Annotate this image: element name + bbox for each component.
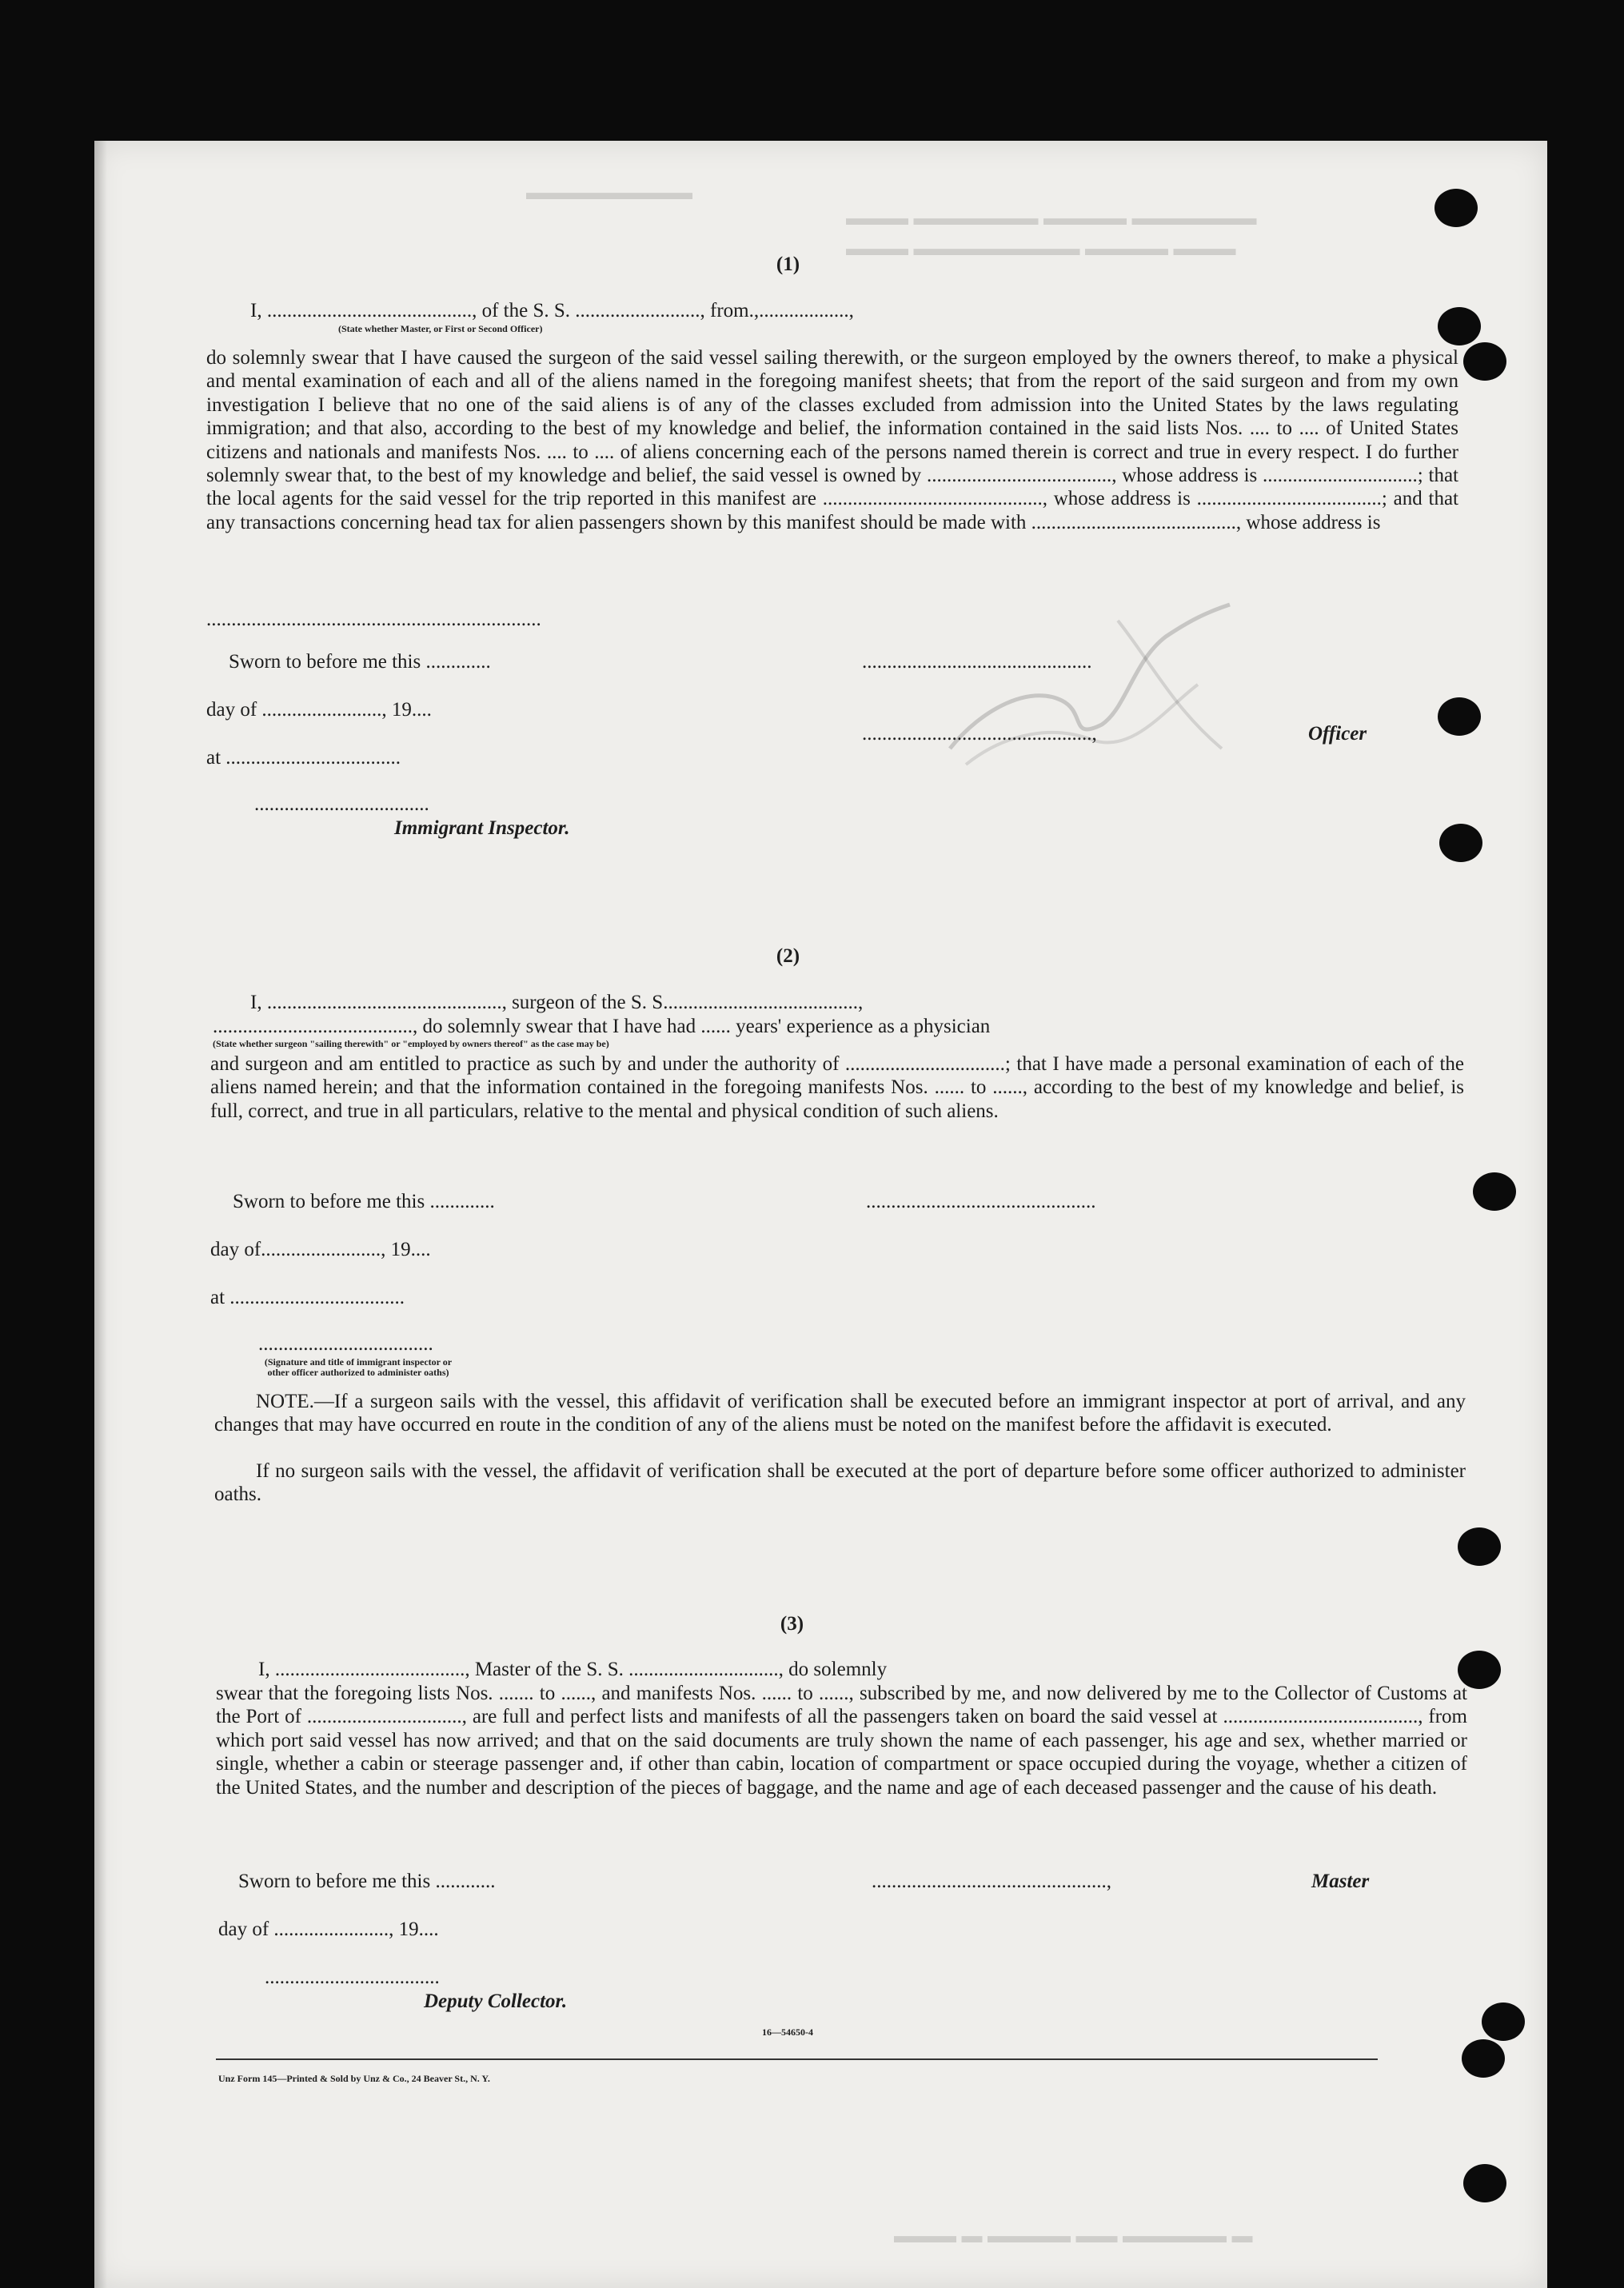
section-2-signature-note-1: (Signature and title of immigrant inspector or xyxy=(264,1356,453,1368)
section-1-signature-line: .............................................. xyxy=(862,651,1092,673)
punch-hole xyxy=(1482,2002,1525,2041)
punch-hole xyxy=(1463,342,1506,381)
section-3-day: day of ......................., 19.... xyxy=(218,1919,439,1940)
section-2-at: at ................................... xyxy=(210,1287,405,1308)
section-1-inspector-line: ................................... xyxy=(254,793,429,815)
section-3-number: (3) xyxy=(780,1613,804,1635)
bleed-through-mark: ▬▬▬ ▬▬▬▬▬▬ ▬▬▬▬ ▬▬▬▬▬▬ xyxy=(846,206,1257,230)
section-3-collector-label: Deputy Collector. xyxy=(424,1991,568,2012)
section-3-master-label: Master xyxy=(1311,1871,1370,1892)
punch-hole xyxy=(1458,1527,1501,1566)
section-2-sworn: Sworn to before me this ............. xyxy=(233,1191,495,1212)
punch-hole xyxy=(1438,697,1481,736)
section-1-officer-label: Officer xyxy=(1308,723,1367,745)
section-2-signature-note-2: other officer authorized to administer oaths) xyxy=(267,1367,449,1378)
bleed-through-mark: ▬▬▬▬▬▬▬▬ xyxy=(526,181,692,204)
section-2-signature-line: .............................................. xyxy=(866,1191,1096,1212)
section-3-line-1: I, ......................................, Master of the S. S. .............................., do solemnly xyxy=(258,1659,888,1680)
section-2-day: day of........................, 19.... xyxy=(210,1239,431,1260)
punch-hole xyxy=(1462,2039,1505,2078)
section-1-address-line: ................................................................... xyxy=(206,609,541,630)
section-1-officer-line: .............................................., xyxy=(862,723,1097,745)
section-1-number: (1) xyxy=(776,254,800,275)
manifest-page xyxy=(94,141,1547,2288)
punch-hole xyxy=(1473,1172,1516,1211)
section-3-master-line: ..............................................., xyxy=(872,1871,1111,1892)
section-2-line-2: ........................................, do solemnly swear that I have had ...... years' experience as a physician xyxy=(213,1016,991,1037)
section-1-at: at ................................... xyxy=(206,747,401,769)
bleed-through-mark: ▬▬▬ ▬ ▬▬▬▬ ▬▬ ▬▬▬▬▬ ▬ xyxy=(894,2224,1253,2247)
form-number: 16—54650-4 xyxy=(762,2026,813,2038)
punch-hole xyxy=(1434,189,1478,227)
section-2-number: (2) xyxy=(776,945,800,967)
punch-hole xyxy=(1439,824,1482,862)
section-2-line-2-note: (State whether surgeon "sailing therewith" or "employed by owners thereof" as the case may be) xyxy=(213,1038,609,1049)
section-1-oath-paragraph: do solemnly swear that I have caused the surgeon of the said vessel sailing therewith, or the surgeon employed by the owners thereof, to make a physical and mental examination of each and all of the aliens named in the foregoing manifest sheets; that from the report of the said surgeon and from my own investigation I believe that no one of the said aliens is of any of the classes excluded from admission into the United States by the laws regulating immigration; and that also, according to the best of my knowledge and belief, the information contained in the said lists Nos. .... to .... of United States citizens and nationals and manifests Nos. .... to .... of aliens concerning each of the persons named therein is correct and true in every respect. I do further solemnly swear that, to the best of my knowledge and belief, the said vessel is owned by ....................................., whose address is ...............................; that the local agents for the said vessel for the trip reported in this manifest are ............................................, whose address is .....................................; and that any transactions concerning head tax for alien passengers shown by this manifest should be made with ........................................., whose address is xyxy=(206,347,1458,533)
section-2-oath-paragraph: and surgeon and am entitled to practice as such by and under the authority of ................................; that I have made a personal examination of each of the aliens named herein; and that the information contained in the foregoing manifests Nos. ...... to ......, according to the best of my knowledge and belief, is full, correct, and true in all particulars, relative to the mental and physical condition of such aliens. xyxy=(210,1053,1464,1122)
section-1-inspector-label: Immigrant Inspector. xyxy=(394,817,570,839)
section-2-inspector-line: ................................... xyxy=(258,1333,433,1355)
footer-rule xyxy=(216,2058,1378,2060)
bleed-through-mark: ▬▬▬ ▬▬▬▬▬▬▬▬ ▬▬▬▬ ▬▬▬ xyxy=(846,237,1236,260)
section-2-note-paragraph-1: NOTE.—If a surgeon sails with the vessel, this affidavit of verification shall be executed before an immigrant inspector at port of arrival, and any changes that may have occurred en route in the condition of any of the aliens must be noted on the manifest before the affidavit is executed. xyxy=(214,1391,1466,1436)
section-3-collector-line: ................................... xyxy=(265,1967,440,1988)
section-1-line-1: I, ........................................., of the S. S. ........................., from.,.................., xyxy=(250,300,854,321)
section-2-note-paragraph-2: If no surgeon sails with the vessel, the affidavit of verification shall be executed at the port of departure before some officer authorized to administer oaths. xyxy=(214,1460,1466,1506)
signature-bleed xyxy=(934,589,1238,781)
punch-hole xyxy=(1438,307,1481,345)
section-3-sworn: Sworn to before me this ............ xyxy=(238,1871,496,1892)
footer-imprint: Unz Form 145—Printed & Sold by Unz & Co., 24 Beaver St., N. Y. xyxy=(218,2073,490,2084)
section-3-oath-paragraph: swear that the foregoing lists Nos. ....... to ......, and manifests Nos. ...... to ......, subscribed by me, and now delivered by me to the Collector of Customs at the Port of ..............................., are full and perfect lists and manifests of all the passengers taken on board the said vessel at ......................................., from which port said vessel has now arrived; and that on the said documents are truly shown the name of each passenger, his age and sex, whether married or single, whether a cabin or steerage passenger and, if other than cabin, location of compartment or space occupied during the voyage, whether a citizen of the United States, and the number and description of the pieces of baggage, and the name and age of each deceased passenger and the cause of his death. xyxy=(216,1683,1467,1799)
section-1-day: day of ........................, 19.... xyxy=(206,699,432,721)
punch-hole xyxy=(1463,2164,1506,2202)
section-2-line-1: I, ..............................................., surgeon of the S. S......................................., xyxy=(250,992,864,1013)
section-1-line-1-note: (State whether Master, or First or Second Officer) xyxy=(338,323,543,334)
punch-hole xyxy=(1458,1651,1501,1689)
section-1-sworn: Sworn to before me this ............. xyxy=(229,651,491,673)
